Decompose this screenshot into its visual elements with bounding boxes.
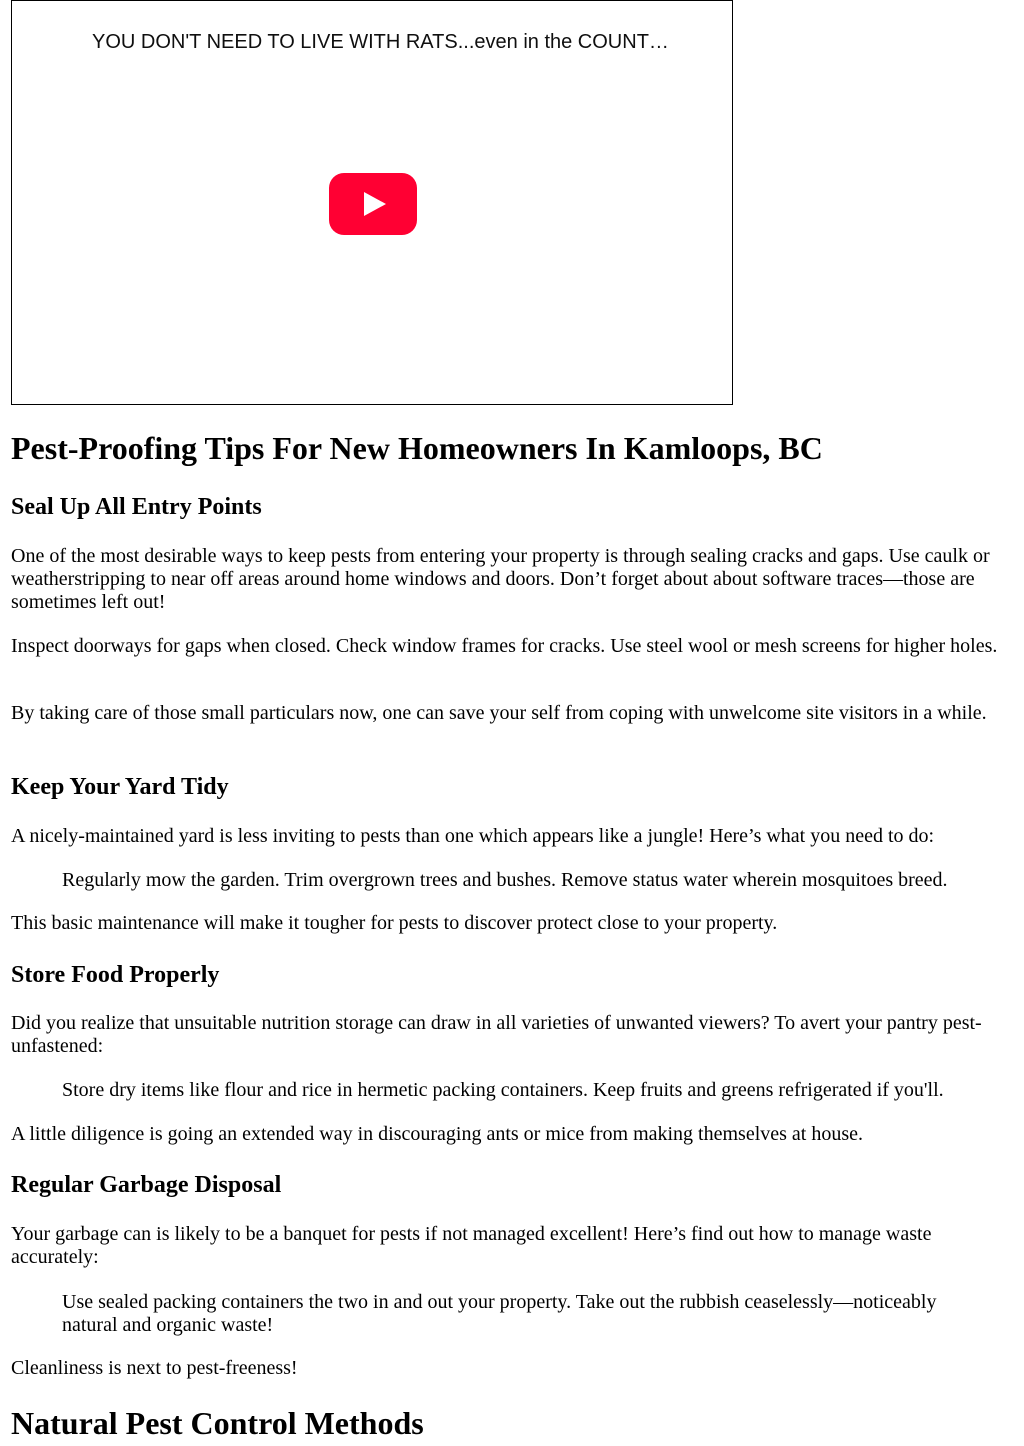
section-heading-food: Store Food Properly (11, 962, 220, 988)
paragraph: Your garbage can is likely to be a banquet for pests if not managed excellent! Here’s find out how to manage waste accurately: (11, 1223, 932, 1268)
article-heading: Pest-Proofing Tips For New Homeowners In Kamloops, BC (11, 430, 823, 466)
section-heading-seal: Seal Up All Entry Points (11, 494, 262, 520)
paragraph: One of the most desirable ways to keep pests from entering your property is through sealing cracks and gaps. Use caulk or weatherstripping to near off areas around home windows and doors. Don’t forget about about software traces—those are sometimes left out! (11, 545, 990, 613)
section-heading-garbage: Regular Garbage Disposal (11, 1172, 282, 1198)
section-heading-yard: Keep Your Yard Tidy (11, 774, 229, 800)
paragraph: A nicely-maintained yard is less inviting to pests than one which appears like a jungle! Here’s what you need to do: (11, 825, 935, 847)
paragraph: A little diligence is going an extended way in discouraging ants or mice from making themselves at house. (11, 1123, 864, 1145)
paragraph: Did you realize that unsuitable nutrition storage can draw in all varieties of unwanted viewers? To avert your pantry pest-unfastened: (11, 1012, 982, 1057)
play-button[interactable] (329, 173, 417, 235)
youtube-play-icon[interactable] (329, 173, 417, 235)
paragraph: Cleanliness is next to pest-freeness! (11, 1357, 298, 1379)
paragraph: By taking care of those small particulars now, one can save your self from coping with unwelcome site visitors in a while. (11, 702, 987, 724)
blockquote: Regularly mow the garden. Trim overgrown trees and bushes. Remove status water wherein mosquitoes breed. (62, 869, 948, 891)
blockquote: Use sealed packing containers the two in and out your property. Take out the rubbish ceaselessly—noticeably natural and organic waste! (62, 1291, 937, 1336)
blockquote: Store dry items like flour and rice in hermetic packing containers. Keep fruits and greens refrigerated if you'll. (62, 1079, 944, 1101)
paragraph: Inspect doorways for gaps when closed. Check window frames for cracks. Use steel wool or mesh screens for higher holes. (11, 635, 998, 657)
article-content (11, 0, 1014, 1441)
youtube-video-embed[interactable] (11, 0, 733, 405)
video-title[interactable]: YOU DON'T NEED TO LIVE WITH RATS...even in the COUNT… (92, 31, 669, 53)
paragraph: This basic maintenance will make it tougher for pests to discover protect close to your property. (11, 912, 778, 934)
section-heading-natural: Natural Pest Control Methods (11, 1405, 424, 1441)
